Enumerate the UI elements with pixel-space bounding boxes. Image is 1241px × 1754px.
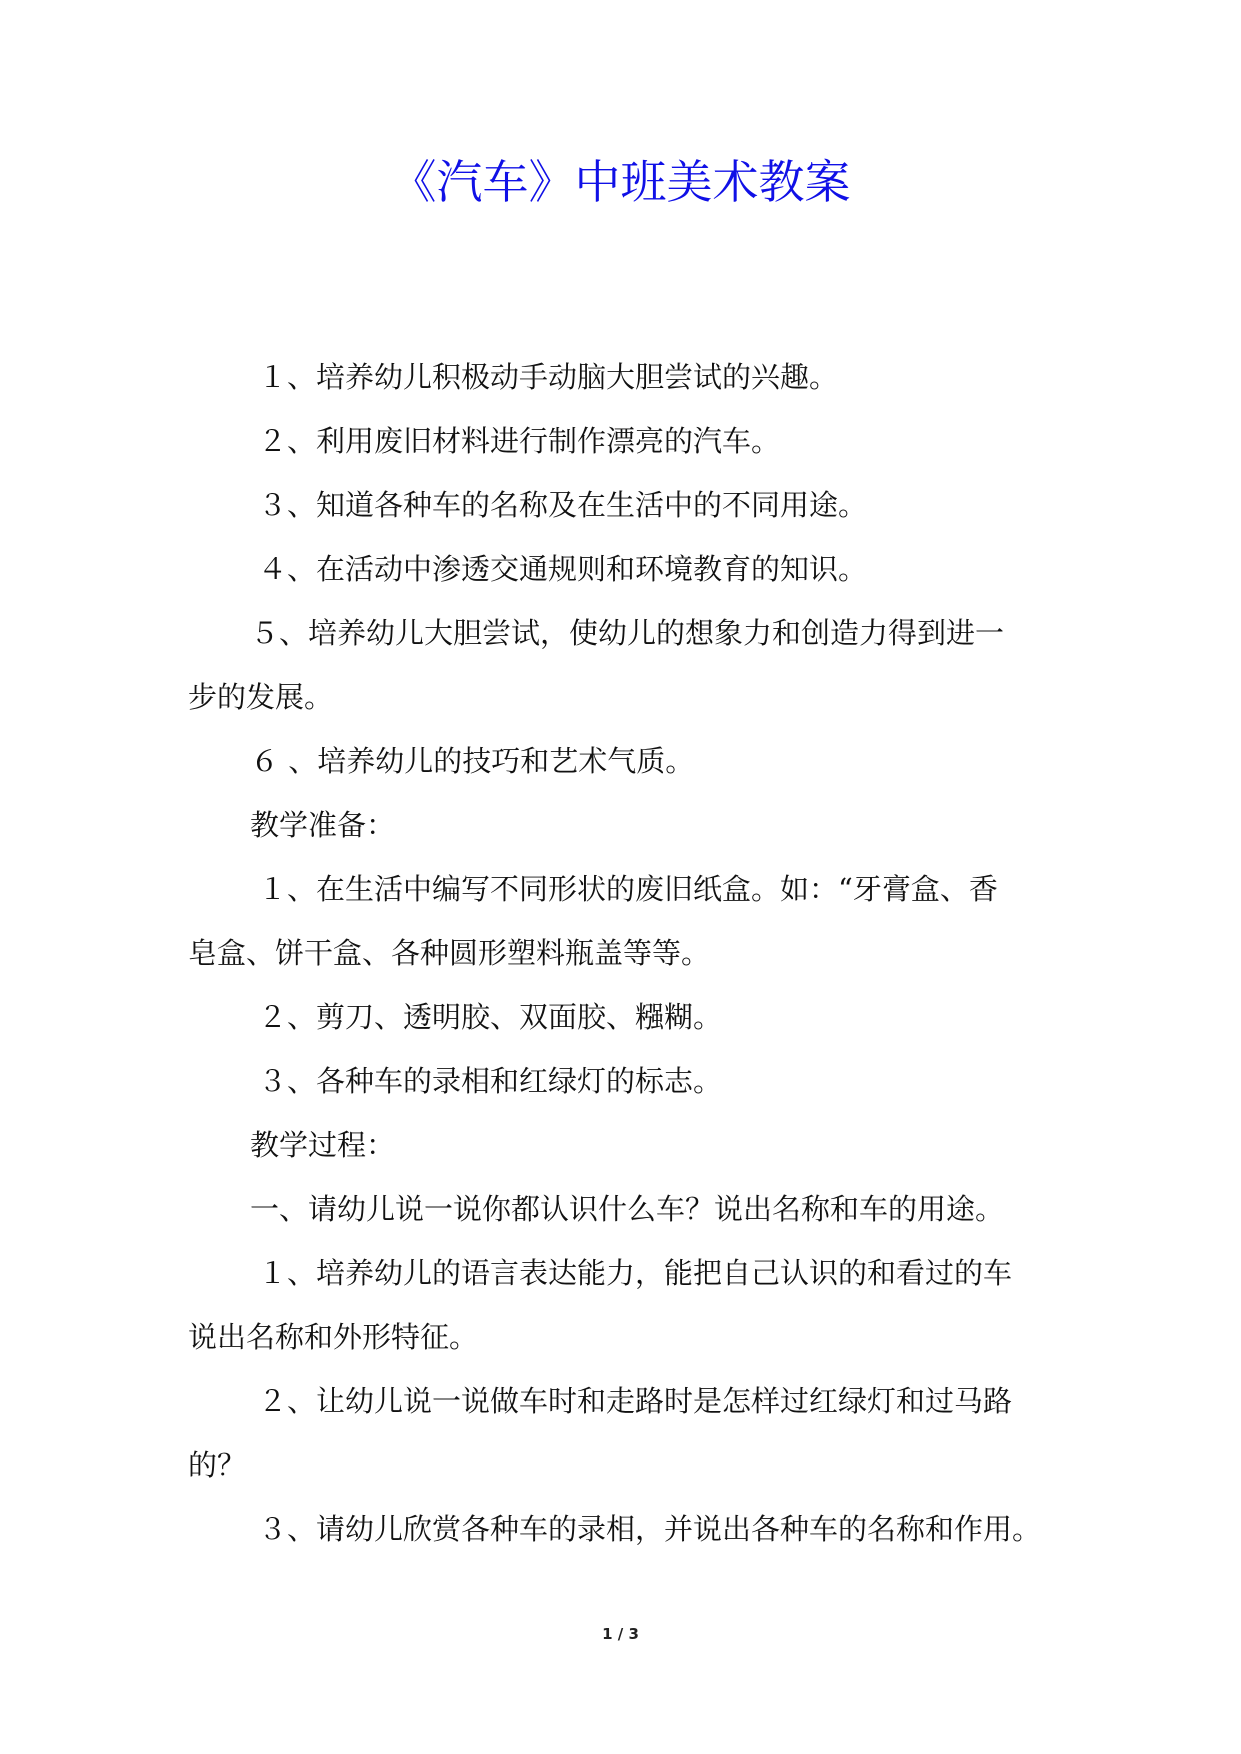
text-line: １、在生活中编写不同形状的废旧纸盒。如：“牙膏盒、香 — [258, 872, 998, 906]
text-line: 一、请幼儿说一说你都认识什么车？说出名称和车的用途。 — [250, 1192, 1005, 1226]
text-line: ３、各种车的录相和红绿灯的标志。 — [258, 1064, 723, 1098]
text-line: ５、培养幼儿大胆尝试，使幼儿的想象力和创造力得到进一 — [250, 616, 1005, 650]
text-line: 说出名称和外形特征。 — [188, 1320, 479, 1354]
document-title: 《汽车》中班美术教案 — [390, 155, 851, 209]
text-line: ２、利用废旧材料进行制作漂亮的汽车。 — [258, 424, 781, 458]
text-line: 的？ — [188, 1448, 247, 1482]
text-line: １、培养幼儿积极动手动脑大胆尝试的兴趣。 — [258, 360, 839, 394]
text-line: ４、在活动中渗透交通规则和环境教育的知识。 — [258, 552, 868, 586]
text-line: 步的发展。 — [188, 680, 334, 714]
page-number: 1 / 3 — [602, 1625, 639, 1643]
section-heading: 教学过程： — [250, 1128, 396, 1162]
text-line: ２、让幼儿说一说做车时和走路时是怎样过红绿灯和过马路 — [258, 1384, 1013, 1418]
text-line: ２、剪刀、透明胶、双面胶、糨糊。 — [258, 1000, 723, 1034]
text-line: ３、请幼儿欣赏各种车的录相，并说出各种车的名称和作用。 — [258, 1512, 1042, 1546]
text-line: ６ 、培养幼儿的技巧和艺术气质。 — [250, 744, 695, 778]
text-line: 皂盒、饼干盒、各种圆形塑料瓶盖等等。 — [188, 936, 711, 970]
text-line: ３、知道各种车的名称及在生活中的不同用途。 — [258, 488, 868, 522]
section-heading: 教学准备： — [250, 808, 396, 842]
text-line: １、培养幼儿的语言表达能力，能把自己认识的和看过的车 — [258, 1256, 1013, 1290]
